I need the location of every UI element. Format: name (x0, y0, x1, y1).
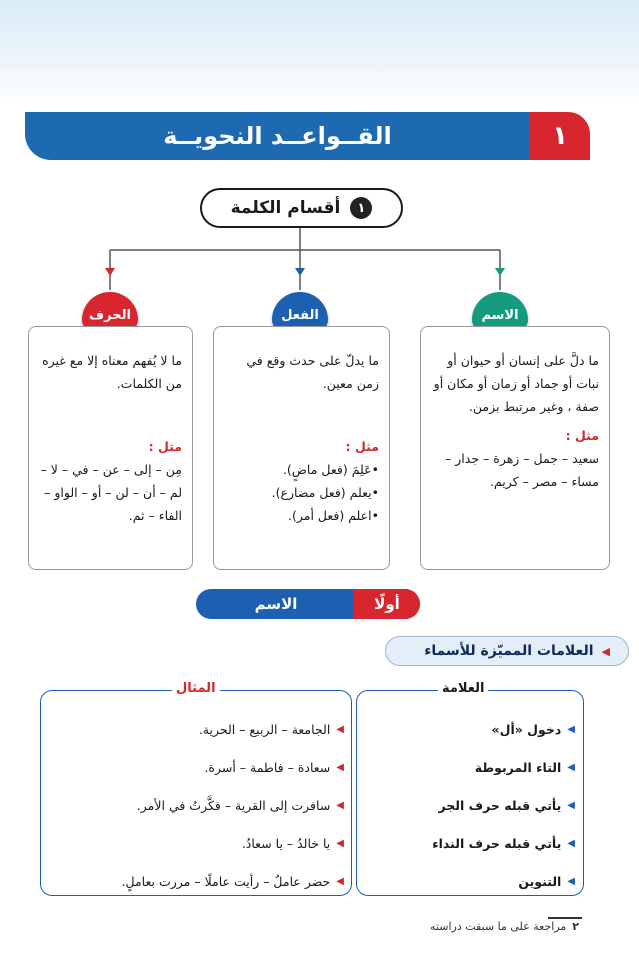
marker-header: العلامة (438, 681, 488, 696)
triangle-icon: ◀ (336, 762, 344, 773)
example-row-1 (199, 722, 344, 737)
marker-text: التنوين (518, 874, 562, 889)
triangle-icon: ◀ (567, 800, 575, 811)
verb-card (213, 326, 390, 570)
example-row-2 (204, 760, 344, 775)
noun-example-title: مثل : (565, 428, 599, 443)
markers-banner-title: العلامات المميّزة للأسماء (424, 643, 594, 659)
marker-text: يأتي قبله حرف الجر (438, 798, 562, 813)
triangle-icon: ◀ (336, 876, 344, 887)
section-title: أقسام الكلمة (230, 198, 341, 218)
triangle-icon: ◀ (567, 724, 575, 735)
particle-definition: ما لا يُفهم معناه إلا مع غيره من الكلمات. (42, 353, 182, 391)
example-text: يا خالدُ – يا سعادُ. (241, 836, 331, 851)
marker-text: دخول «أل» (491, 722, 562, 737)
triangle-icon: ◀ (567, 876, 575, 887)
tree-connector-lines (0, 0, 639, 330)
noun-card (420, 326, 610, 570)
particle-example-title: مثل : (148, 439, 182, 454)
verb-example-3: •اعلم (فعل أمر). (288, 508, 379, 523)
footer-rule (548, 917, 582, 919)
noun-definition: ما دلَّ على إنسان أو حيوان أو نبات أو جماد أو زمان أو مكان أو صفة ، وغير مرتبط بزمن. (433, 353, 599, 414)
example-text: سعادة – فاطمة – أسرة. (204, 760, 331, 775)
verb-example-2: •يعلم (فعل مضارع). (271, 485, 379, 500)
marker-column-box (356, 690, 584, 896)
noun-examples: سعيد – جمل – زهرة – جدار – مساء – مصر – كريم. (445, 451, 599, 489)
example-text: الجامعة – الربيع – الحرية. (198, 722, 331, 737)
marker-text: يأتي قبله حرف النداء (432, 836, 562, 851)
footer-text: مراجعة على ما سبقت دراسته (430, 920, 567, 933)
category-badge-noun: الاسم (472, 292, 528, 338)
page-footer (430, 920, 579, 933)
page-number: ٢ (572, 920, 579, 933)
verb-example-1: •عَلِمَ (فعل ماضٍ). (282, 462, 379, 477)
triangle-icon: ◀ (567, 838, 575, 849)
example-row-5 (122, 874, 344, 889)
particle-examples: مِن – إلى – عن – في – لا – لم – أن – لن – أو – الواو – الفاء – ثم. (40, 462, 182, 523)
chapter-number: ١ (530, 112, 590, 160)
marker-row-4 (432, 836, 575, 851)
markers-banner (385, 636, 629, 666)
section-tab-order: أولًا (354, 589, 420, 619)
example-header: المثال (172, 681, 220, 696)
marker-row-2 (475, 760, 575, 775)
category-badge-verb: الفعل (272, 292, 328, 338)
chapter-title: القــواعــد النحويــة (163, 122, 392, 150)
verb-example-title: مثل : (345, 439, 379, 454)
marker-row-5 (518, 874, 575, 889)
example-row-3 (137, 798, 344, 813)
marker-text: التاء المربوطة (474, 760, 562, 775)
example-column-box (40, 690, 352, 896)
triangle-icon: ◀ (336, 800, 344, 811)
marker-row-3 (438, 798, 575, 813)
section-number: ١ (350, 197, 372, 219)
category-badge-particle: الحرف (82, 292, 138, 338)
triangle-icon: ◀ (601, 644, 610, 658)
triangle-icon: ◀ (567, 762, 575, 773)
triangle-icon: ◀ (336, 724, 344, 735)
example-text: سافرت إلى القرية – فكَّرتُ في الأمر. (136, 798, 331, 813)
marker-row-1 (492, 722, 575, 737)
section-tab-title: الاسم (254, 595, 298, 613)
triangle-icon: ◀ (336, 838, 344, 849)
particle-card (28, 326, 193, 570)
example-row-4 (242, 836, 344, 851)
example-text: حضر عاملٌ – رأيت عاملًا – مررت بعاملٍ. (121, 874, 331, 889)
verb-definition: ما يدلّ على حدث وقع في زمن معين. (246, 353, 379, 391)
